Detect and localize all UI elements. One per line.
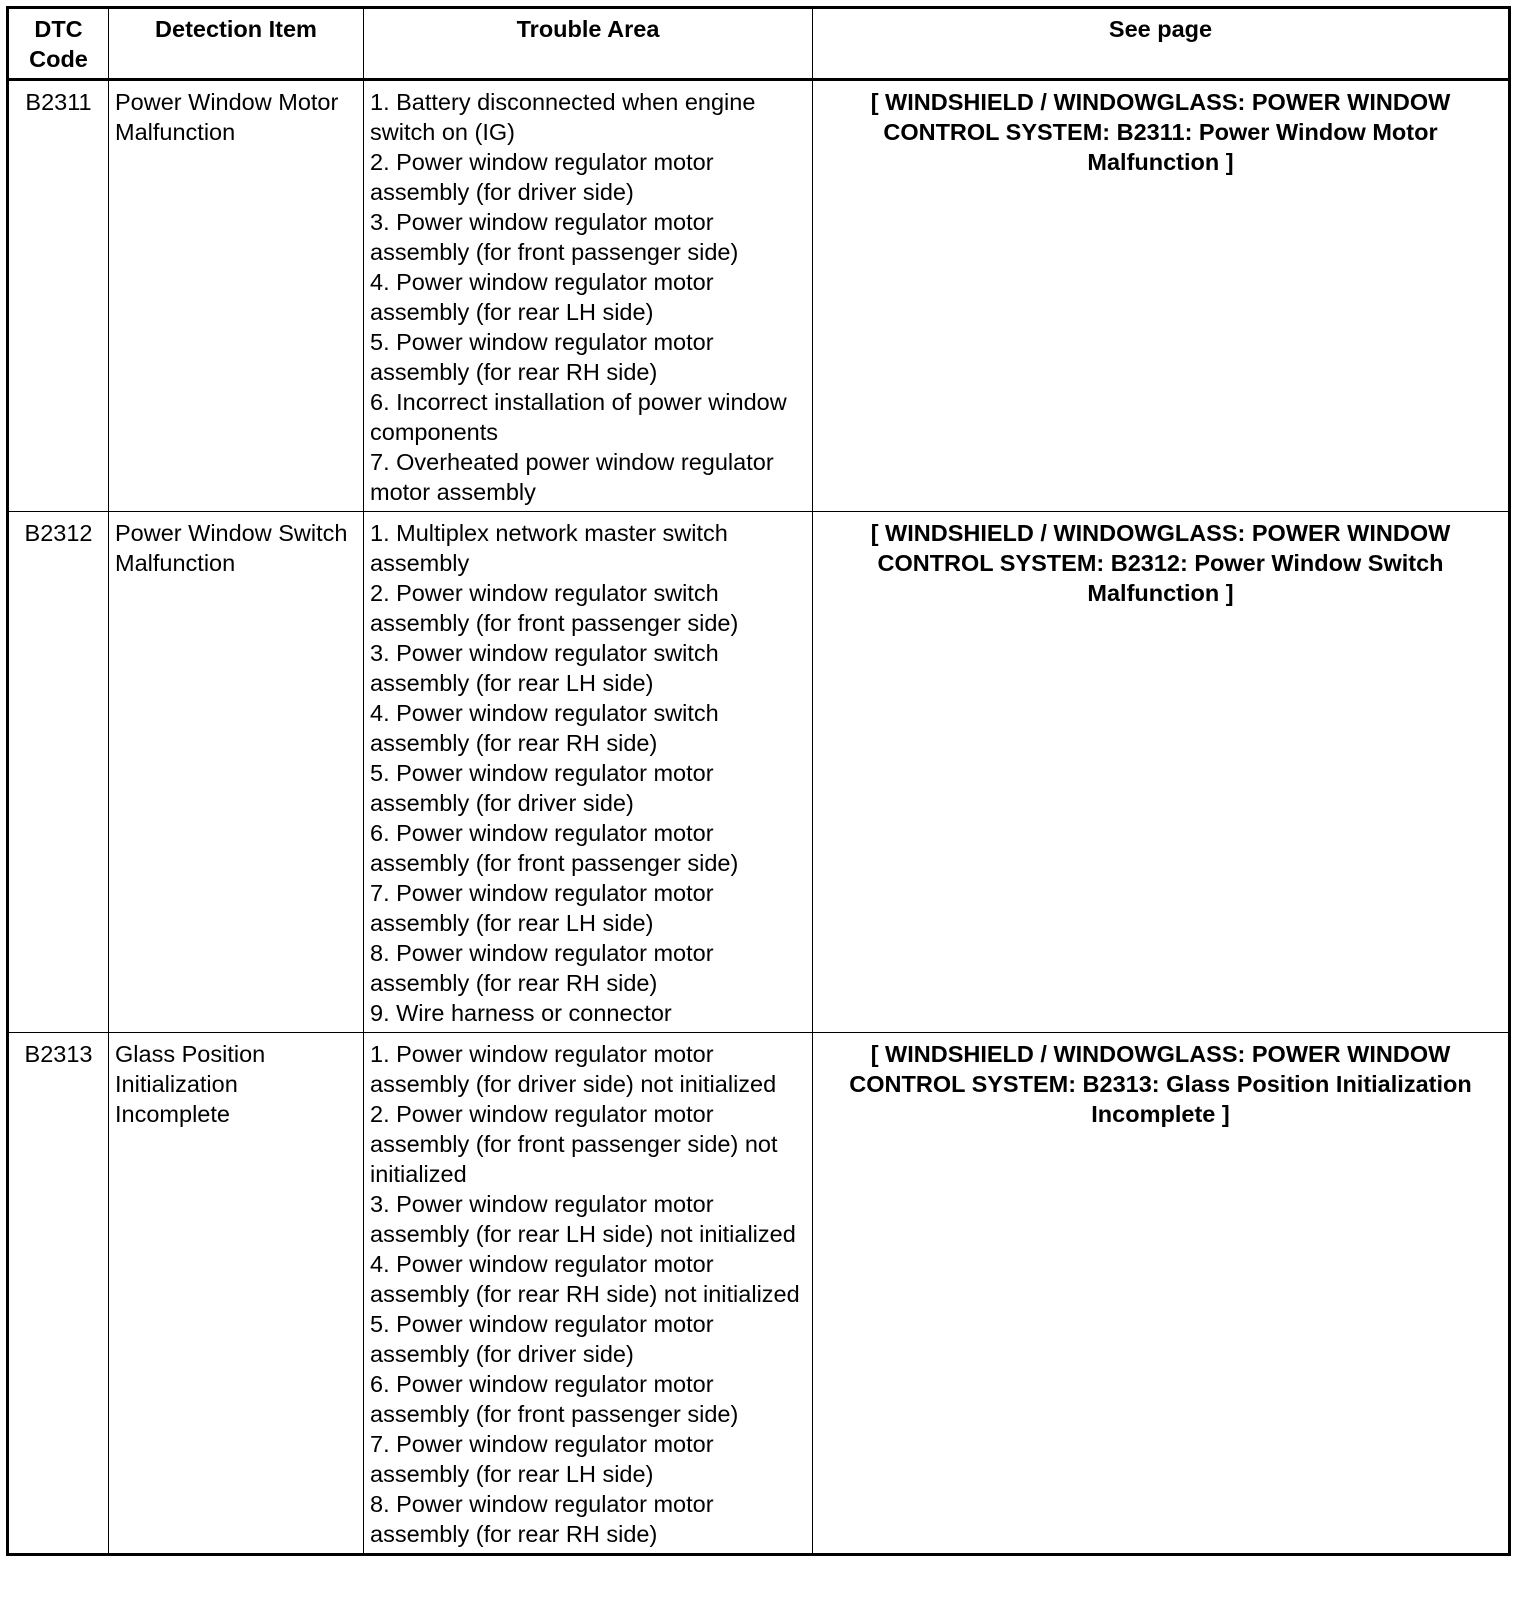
trouble-area-line: 1. Power window regulator motor assembly (for driver side) not initialized [370, 1041, 777, 1097]
see-page-link[interactable]: [ WINDSHIELD / WINDOWGLASS: POWER WINDOW CONTROL SYSTEM: B2311: Power Window Motor Malfunction ] [813, 80, 1510, 512]
table-row [8, 512, 1510, 1033]
trouble-area-line: 1. Multiplex network master switch assembly [370, 520, 728, 576]
trouble-area-line: 3. Power window regulator motor assembly (for front passenger side) [370, 209, 739, 265]
dtc-code-cell: B2312 [8, 512, 109, 1033]
trouble-area-line: 7. Power window regulator motor assembly (for rear LH side) [370, 1431, 714, 1487]
trouble-area-line: 5. Power window regulator motor assembly (for driver side) [370, 760, 714, 816]
trouble-area-line: 9. Wire harness or connector [370, 1000, 672, 1026]
trouble-area-line: 4. Power window regulator switch assembly (for rear RH side) [370, 700, 719, 756]
see-page-link[interactable]: [ WINDSHIELD / WINDOWGLASS: POWER WINDOW CONTROL SYSTEM: B2312: Power Window Switch Malfunction ] [813, 512, 1510, 1033]
trouble-area-line: 6. Incorrect installation of power window components [370, 389, 787, 445]
see-page-link[interactable]: [ WINDSHIELD / WINDOWGLASS: POWER WINDOW CONTROL SYSTEM: B2313: Glass Position Initialization Incomplete ] [813, 1033, 1510, 1555]
trouble-area-line: 2. Power window regulator motor assembly (for driver side) [370, 149, 714, 205]
detection-item-cell: Power Window Motor Malfunction [109, 80, 364, 512]
dtc-table [6, 6, 1511, 1556]
table-row [8, 80, 1510, 512]
trouble-area-line: 3. Power window regulator motor assembly (for rear LH side) not initialized [370, 1191, 796, 1247]
table-body [8, 80, 1510, 1555]
header-see-page: See page [813, 8, 1510, 80]
trouble-area-line: 1. Battery disconnected when engine switch on (IG) [370, 89, 756, 145]
table-header-row [8, 8, 1510, 80]
trouble-area-cell [364, 512, 813, 1033]
detection-item-cell: Glass Position Initialization Incomplete [109, 1033, 364, 1555]
trouble-area-cell [364, 80, 813, 512]
dtc-code-cell: B2311 [8, 80, 109, 512]
trouble-area-line: 7. Power window regulator motor assembly (for rear LH side) [370, 880, 714, 936]
header-dtc-code: DTC Code [8, 8, 109, 80]
trouble-area-line: 7. Overheated power window regulator motor assembly [370, 449, 774, 505]
table-row [8, 1033, 1510, 1555]
trouble-area-line: 4. Power window regulator motor assembly (for rear RH side) not initialized [370, 1251, 800, 1307]
trouble-area-line: 2. Power window regulator switch assembly (for front passenger side) [370, 580, 739, 636]
trouble-area-line: 8. Power window regulator motor assembly (for rear RH side) [370, 940, 714, 996]
trouble-area-line: 2. Power window regulator motor assembly (for front passenger side) not initialized [370, 1101, 778, 1187]
header-detection-item: Detection Item [109, 8, 364, 80]
trouble-area-line: 3. Power window regulator switch assembly (for rear LH side) [370, 640, 719, 696]
trouble-area-line: 4. Power window regulator motor assembly (for rear LH side) [370, 269, 714, 325]
trouble-area-line: 6. Power window regulator motor assembly (for front passenger side) [370, 1371, 739, 1427]
detection-item-cell: Power Window Switch Malfunction [109, 512, 364, 1033]
dtc-code-cell: B2313 [8, 1033, 109, 1555]
trouble-area-line: 5. Power window regulator motor assembly (for rear RH side) [370, 329, 714, 385]
trouble-area-line: 6. Power window regulator motor assembly (for front passenger side) [370, 820, 739, 876]
trouble-area-line: 5. Power window regulator motor assembly (for driver side) [370, 1311, 714, 1367]
trouble-area-line: 8. Power window regulator motor assembly (for rear RH side) [370, 1491, 714, 1547]
trouble-area-cell [364, 1033, 813, 1555]
header-trouble-area: Trouble Area [364, 8, 813, 80]
